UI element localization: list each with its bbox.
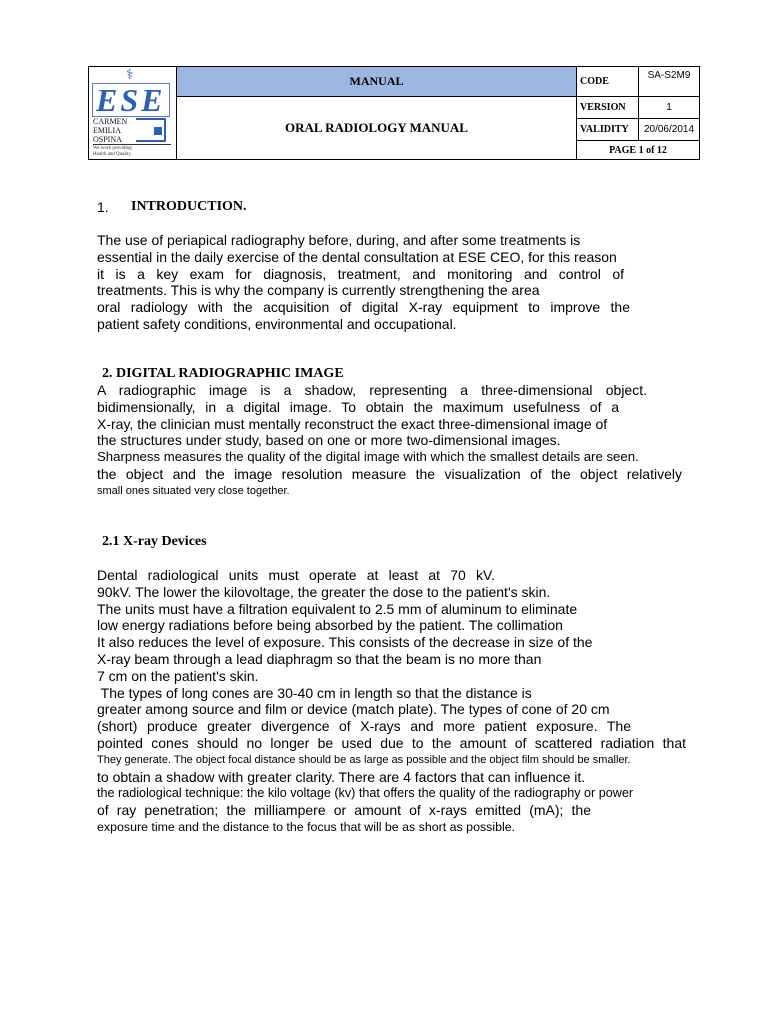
version-value: 1 (639, 97, 699, 119)
paragraph-line: They generate. The object focal distance should be as large as possible and the object film should be smaller. (97, 753, 631, 766)
paragraph-line: 7 cm on the patient's skin. (97, 667, 259, 684)
section-heading-xray-devices: 2.1 X-ray Devices (102, 534, 207, 549)
paragraph-line: greater among source and film or device (match plate). The types of cone of 20 cm (97, 701, 610, 718)
paragraph-line: of ray penetration; the milliampere or amount of x-rays emitted (mA); the (97, 802, 591, 819)
paragraph-line: Sharpness measures the quality of the digital image with which the smallest details are seen. (97, 449, 639, 465)
paragraph-line: exposure time and the distance to the focus that will be as short as possible. (97, 819, 516, 834)
logo-tagline-line: We work providing (93, 146, 132, 151)
code-value: SA-S2M9 (639, 67, 699, 97)
logo-name-line: CARMEN (93, 117, 128, 126)
paragraph-line: treatments. This is why the company is currently strengthening the area (97, 282, 540, 299)
introduction-paragraph (97, 232, 657, 333)
paragraph-line: It also reduces the level of exposure. This consists of the decrease in size of the (97, 634, 593, 651)
logo-tagline (93, 144, 171, 158)
paragraph-line: 90kV. The lower the kilovoltage, the greater the dose to the patient's skin. (97, 583, 551, 600)
section-heading-introduction: INTRODUCTION. (131, 199, 247, 214)
section-number: 1. (97, 199, 109, 215)
paragraph-line: X-ray beam through a lead diaphragm so that the beam is no more than (97, 650, 542, 667)
paragraph-line: the radiological technique: the kilo voltage (kv) that offers the quality of the radiography or power (97, 786, 634, 801)
document-title: ORAL RADIOLOGY MANUAL (177, 97, 577, 159)
paragraph-line: X-ray, the clinician must mentally reconstruct the exact three-dimensional image of (97, 415, 608, 432)
page-number: PAGE 1 of 12 (609, 144, 667, 156)
paragraph-line: patient safety conditions, environmental and occupational. (97, 315, 457, 332)
logo-cell (89, 67, 177, 159)
paragraph-line: The units must have a filtration equivalent to 2.5 mm of aluminum to eliminate (97, 600, 578, 617)
manual-label: MANUAL (177, 67, 577, 97)
logo-square-mark (154, 127, 162, 135)
paragraph-line: oral radiology with the acquisition of digital X-ray equipment to improve the (97, 299, 630, 316)
paragraph-line: bidimensionally, in a digital image. To obtain the maximum usefulness of a (97, 398, 619, 415)
paragraph-line: The types of long cones are 30-40 cm in length so that the distance is (97, 684, 532, 701)
paragraph-line: Dental radiological units must operate at least at 70 kV. (97, 567, 495, 583)
paragraph-line: A radiographic image is a shadow, representing a three-dimensional object. (97, 382, 647, 398)
version-label: VERSION (577, 97, 639, 119)
paragraph-line: (short) produce greater divergence of X-rays and more patient exposure. The (97, 718, 631, 735)
section-heading-digital-image: 2. DIGITAL RADIOGRAPHIC IMAGE (102, 366, 344, 381)
logo-name (93, 117, 127, 144)
paragraph-line: low energy radiations before being absorbed by the patient. The collimation (97, 617, 563, 634)
logo-name-line: OSPINA (93, 135, 122, 144)
digital-image-paragraph (97, 382, 703, 500)
logo-letters: ESE (96, 82, 166, 118)
paragraph-line: The use of periapical radiography before, during, and after some treatments is (97, 232, 581, 248)
validity-label: VALIDITY (577, 119, 639, 141)
paragraph-line: to obtain a shadow with greater clarity. There are 4 factors that can influence it. (97, 768, 586, 785)
paragraph-line: essential in the daily exercise of the dental consultation at ESE CEO, for this reason (97, 248, 617, 265)
paragraph-line: pointed cones should no longer be used due to the amount of scattered radiation that (97, 734, 686, 751)
paragraph-line: the structures under study, based on one or more two-dimensional images. (97, 432, 561, 449)
xray-devices-paragraph (97, 567, 703, 836)
caduceus-icon: ⚕ (126, 66, 134, 82)
paragraph-line: small ones situated very close together. (97, 484, 290, 497)
code-label: CODE (577, 67, 639, 97)
logo-tagline-line: Health and Quality (93, 152, 132, 157)
document-header-table (88, 66, 700, 160)
logo-letter-box (92, 83, 170, 117)
ese-logo (92, 66, 172, 157)
paragraph-line: the object and the image resolution measure the visualization of the object relatively (97, 465, 682, 482)
paragraph-line: it is a key exam for diagnosis, treatment, and monitoring and control of (97, 265, 624, 282)
validity-value: 20/06/2014 (639, 119, 699, 141)
logo-name-line: EMILIA (93, 126, 121, 135)
